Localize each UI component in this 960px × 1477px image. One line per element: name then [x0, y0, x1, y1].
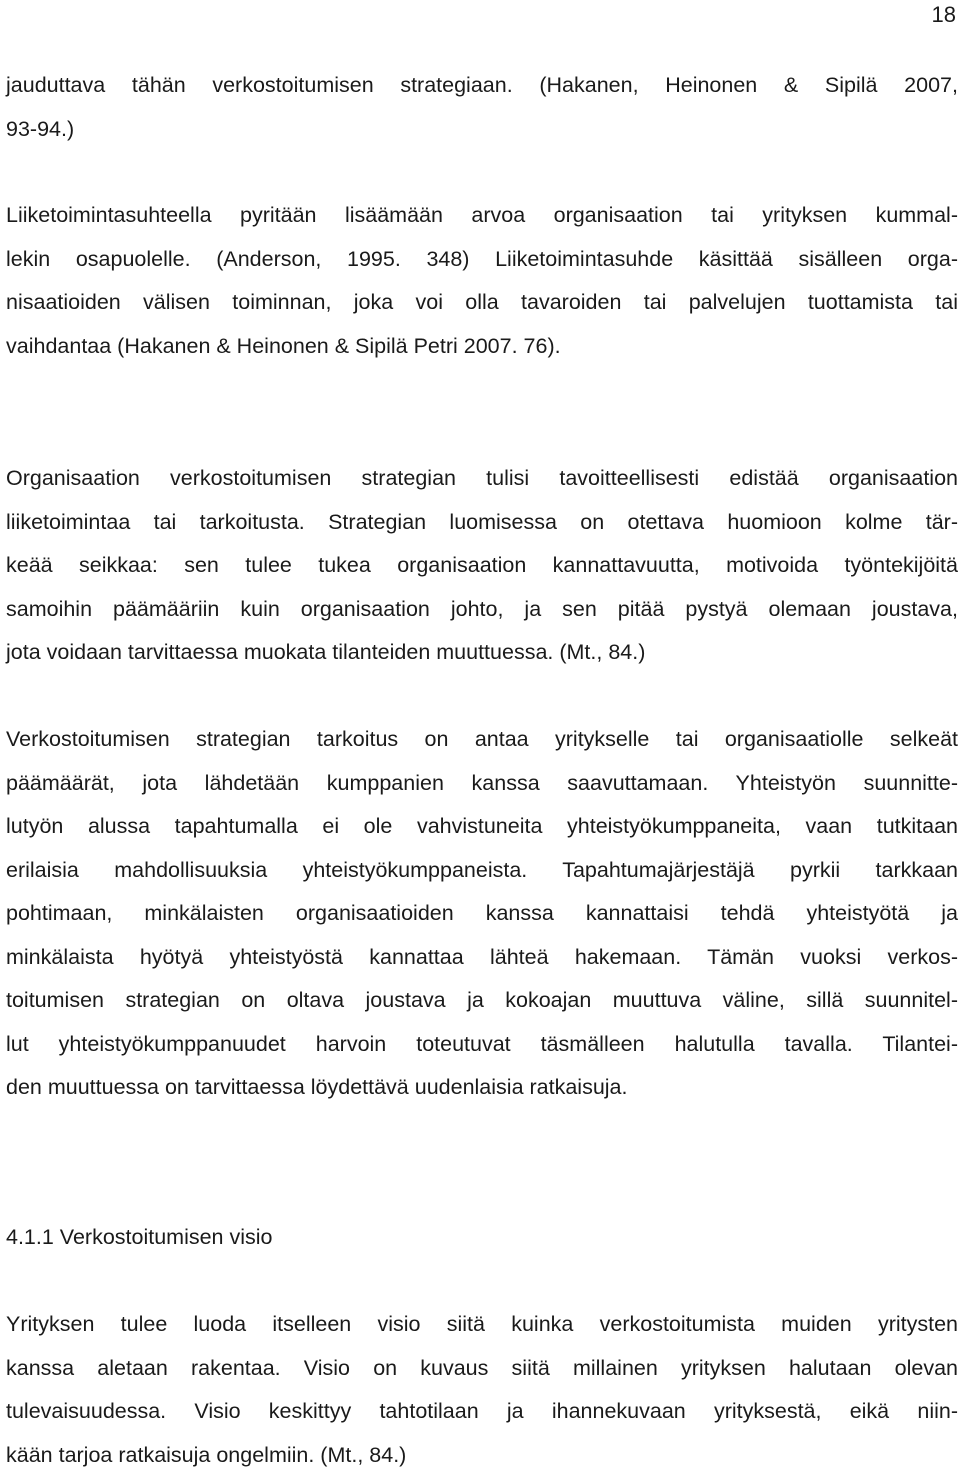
- text-line: vaihdantaa (Hakanen & Heinonen & Sipilä Petri 2007. 76).: [6, 325, 958, 369]
- text-line: Liiketoimintasuhteella pyritään lisäämään arvoa organisaation tai yrityksen kummal-: [6, 194, 958, 238]
- paragraph-3: [6, 457, 958, 675]
- text-line: minkälaista hyötyä yhteistyöstä kannattaa lähteä hakemaan. Tämän vuoksi verkos-: [6, 936, 958, 980]
- text-line: jota voidaan tarvittaessa muokata tilanteiden muuttuessa. (Mt., 84.): [6, 631, 958, 675]
- text-line: kanssa aletaan rakentaa. Visio on kuvaus siitä millainen yrityksen halutaan olevan: [6, 1347, 958, 1391]
- text-line: tulevaisuudessa. Visio keskittyy tahtotilaan ja ihannekuvaan yrityksestä, eikä niin-: [6, 1390, 958, 1434]
- paragraph-5: [6, 1303, 958, 1477]
- paragraph-1: [6, 64, 958, 151]
- text-line: liiketoimintaa tai tarkoitusta. Strategian luomisessa on otettava huomioon kolme tär-: [6, 501, 958, 545]
- text-line: kään tarjoa ratkaisuja ongelmiin. (Mt., 84.): [6, 1434, 958, 1477]
- text-line: samoihin päämääriin kuin organisaation johto, ja sen pitää pystyä olemaan joustava,: [6, 588, 958, 632]
- text-line: jauduttava tähän verkostoitumisen strategiaan. (Hakanen, Heinonen & Sipilä 2007,: [6, 64, 958, 108]
- text-line: keää seikkaa: sen tulee tukea organisaation kannattavuutta, motivoida työntekijöitä: [6, 544, 958, 588]
- text-line: lutyön alussa tapahtumalla ei ole vahvistuneita yhteistyökumppaneita, vaan tutkitaan: [6, 805, 958, 849]
- text-line: Organisaation verkostoitumisen strategian tulisi tavoitteellisesti edistää organisaation: [6, 457, 958, 501]
- text-line: den muuttuessa on tarvittaessa löydettävä uudenlaisia ratkaisuja.: [6, 1066, 958, 1110]
- paragraph-4: [6, 718, 958, 1110]
- paragraph-2: [6, 194, 958, 368]
- page-number: 18: [932, 2, 956, 28]
- text-line: nisaatioiden välisen toiminnan, joka voi olla tavaroiden tai palvelujen tuottamista tai: [6, 281, 958, 325]
- text-line: erilaisia mahdollisuuksia yhteistyökumppaneista. Tapahtumajärjestäjä pyrkii tarkkaan: [6, 849, 958, 893]
- text-line: päämäärät, jota lähdetään kumppanien kanssa saavuttamaan. Yhteistyön suunnitte-: [6, 762, 958, 806]
- text-line: lut yhteistyökumppanuudet harvoin toteutuvat täsmälleen halutulla tavalla. Tilantei-: [6, 1023, 958, 1067]
- text-line: Yrityksen tulee luoda itselleen visio siitä kuinka verkostoitumista muiden yritysten: [6, 1303, 958, 1347]
- text-line: lekin osapuolelle. (Anderson, 1995. 348) Liiketoimintasuhde käsittää sisälleen orga-: [6, 238, 958, 282]
- text-line: Verkostoitumisen strategian tarkoitus on antaa yritykselle tai organisaatiolle selkeät: [6, 718, 958, 762]
- text-line: toitumisen strategian on oltava joustava ja kokoajan muuttuva väline, sillä suunnitel-: [6, 979, 958, 1023]
- text-line: 93-94.): [6, 108, 958, 152]
- text-line: pohtimaan, minkälaisten organisaatioiden kanssa kannattaisi tehdä yhteistyötä ja: [6, 892, 958, 936]
- section-heading: 4.1.1 Verkostoitumisen visio: [6, 1216, 273, 1260]
